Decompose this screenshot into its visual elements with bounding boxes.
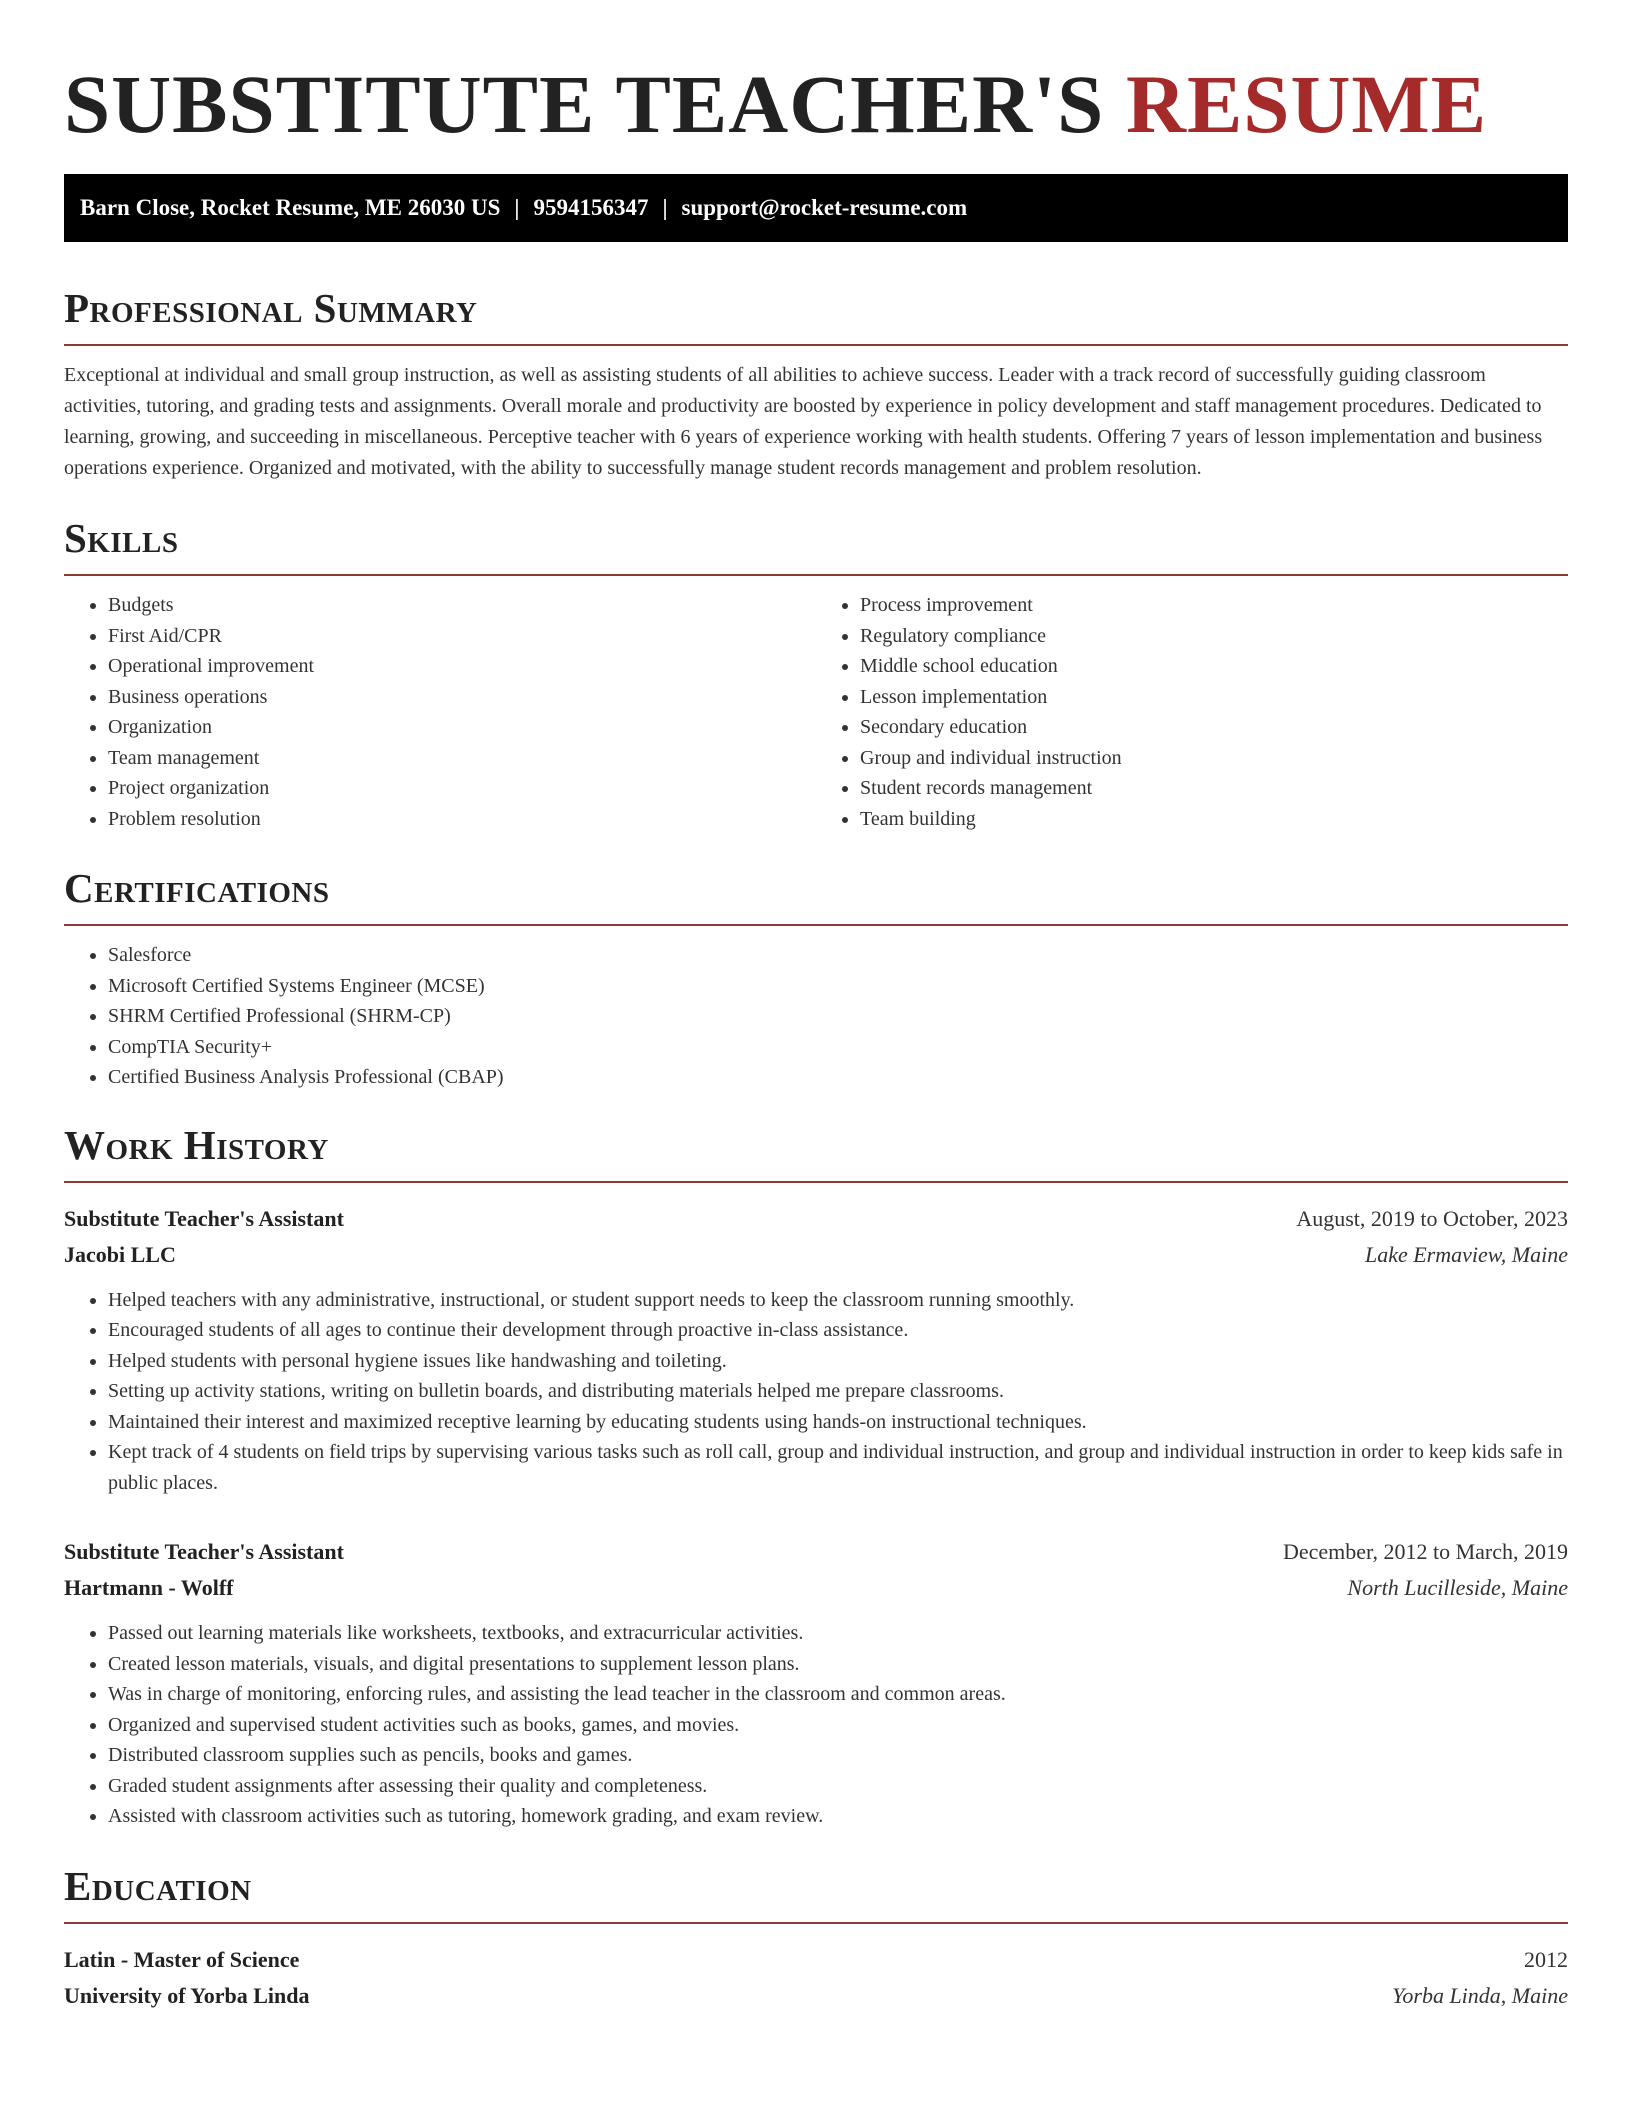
contact-bar — [64, 174, 1568, 242]
job-dates: December, 2012 to March, 2019 — [1282, 1539, 1568, 1564]
job-company: Hartmann - Wolff — [64, 1575, 234, 1600]
certification-item: • SHRM Certified Professional (SHRM-CP) — [108, 1001, 1568, 1032]
skill-item: • Lesson implementation — [860, 682, 1568, 713]
contact-separator: | — [514, 195, 520, 220]
contact-email[interactable]: support@rocket-resume.com — [681, 195, 968, 220]
job-duty-item: • Setting up activity stations, writing on bulletin boards, and distributing materials helped me prepare classrooms. — [108, 1376, 1568, 1407]
job-company: Jacobi LLC — [64, 1241, 176, 1267]
job-duty-item: • Distributed classroom supplies such as pencils, books and games. — [108, 1740, 1568, 1771]
skill-item: • Secondary education — [860, 712, 1568, 743]
resume-title — [64, 0, 1568, 150]
certification-item: • Certified Business Analysis Professional (CBAP) — [108, 1062, 1568, 1093]
skill-item: • Student records management — [860, 773, 1568, 804]
education-degree-row — [64, 1942, 1568, 1978]
job-title-row — [64, 1201, 1568, 1237]
education-location: Yorba Linda, Maine — [1392, 1982, 1568, 2008]
job-duty-item: • Organized and supervised student activities such as books, games, and movies. — [108, 1710, 1568, 1741]
skill-item: • First Aid/CPR — [108, 621, 816, 652]
skills-columns — [64, 576, 1568, 834]
skill-item: • Operational improvement — [108, 651, 816, 682]
education-school-row — [64, 1978, 1568, 2014]
job-duty-item: • Helped teachers with any administrative, instructional, or student support needs to keep the classroom running smoothly. — [108, 1285, 1568, 1316]
job-duty-item: • Kept track of 4 students on field trips by supervising various tasks such as roll call, group and individual instruction, and group and individual instruction in order to keep kids safe in public places. — [108, 1437, 1568, 1498]
education-year: 2012 — [1524, 1946, 1568, 1972]
skill-item: • Organization — [108, 712, 816, 743]
job-title-row — [64, 1534, 1568, 1570]
certifications-list — [64, 940, 1568, 1093]
section-heading-work-history: Work History — [64, 1121, 1568, 1183]
education-section — [64, 1862, 1568, 2014]
job-duty-item: • Created lesson materials, visuals, and digital presentations to supplement lesson plans. — [108, 1649, 1568, 1680]
title-main: SUBSTITUTE TEACHER'S — [64, 58, 1105, 150]
skill-item: • Regulatory compliance — [860, 621, 1568, 652]
job-entry — [64, 1201, 1568, 1499]
section-heading-certifications: Certifications — [64, 864, 1568, 926]
job-duty-item: • Helped students with personal hygiene issues like handwashing and toileting. — [108, 1346, 1568, 1377]
job-duty-item: • Assisted with classroom activities such as tutoring, homework grading, and exam review. — [108, 1801, 1568, 1832]
skills-section — [64, 514, 1568, 834]
skills-list-right — [816, 590, 1568, 834]
skill-item: • Problem resolution — [108, 804, 816, 835]
contact-separator: | — [662, 195, 668, 220]
job-duties-list — [64, 1285, 1568, 1499]
education-entry — [64, 1942, 1568, 2014]
skill-item: • Team building — [860, 804, 1568, 835]
skill-item: • Budgets — [108, 590, 816, 621]
job-entry — [64, 1534, 1568, 1832]
education-degree: Latin - Master of Science — [64, 1946, 300, 1972]
job-location: North Lucilleside, Maine — [1347, 1575, 1568, 1600]
job-duty-item: • Maintained their interest and maximized receptive learning by educating students using hands-on instructional techniques. — [108, 1407, 1568, 1438]
job-duties-list — [64, 1618, 1568, 1832]
skill-item: • Project organization — [108, 773, 816, 804]
section-heading-education: Education — [64, 1862, 1568, 1924]
certification-item: • Salesforce — [108, 940, 1568, 971]
section-heading-skills: Skills — [64, 514, 1568, 576]
job-company-row — [64, 1570, 1568, 1606]
certifications-section — [64, 864, 1568, 1093]
resume-page — [64, 0, 1568, 2014]
job-duty-item: • Graded student assignments after assessing their quality and completeness. — [108, 1771, 1568, 1802]
certification-item: • Microsoft Certified Systems Engineer (MCSE) — [108, 971, 1568, 1002]
professional-summary-section — [64, 284, 1568, 484]
skill-item: • Middle school education — [860, 651, 1568, 682]
work-history-section — [64, 1121, 1568, 1832]
skills-list-left — [64, 590, 816, 834]
summary-text: Exceptional at individual and small group instruction, as well as assisting students of all abilities to achieve success. Leader with a track record of successfully guiding classroom activities, tutoring, and grading tests and assignments. Overall morale and productivity are boosted by experience in policy development and staff management procedures. Dedicated to learning, growing, and succeeding in miscellaneous. Perceptive teacher with 6 years of experience working with health students. Offering 7 years of lesson implementation and business operations experience. Organized and motivated, with the ability to successfully manage student records management and problem resolution. — [64, 364, 1543, 479]
title-accent: RESUME — [1126, 58, 1488, 150]
skill-item: • Process improvement — [860, 590, 1568, 621]
skill-item: • Group and individual instruction — [860, 743, 1568, 774]
job-duty-item: • Passed out learning materials like worksheets, textbooks, and extracurricular activities. — [108, 1618, 1568, 1649]
job-duty-item: • Was in charge of monitoring, enforcing rules, and assisting the lead teacher in the classroom and common areas. — [108, 1679, 1568, 1710]
education-school: University of Yorba Linda — [64, 1982, 310, 2008]
contact-address: Barn Close, Rocket Resume, ME 26030 US — [80, 195, 501, 220]
job-duty-item: • Encouraged students of all ages to continue their development through proactive in-class assistance. — [108, 1315, 1568, 1346]
skill-item: • Business operations — [108, 682, 816, 713]
certification-item: • CompTIA Security+ — [108, 1032, 1568, 1063]
job-dates: August, 2019 to October, 2023 — [1296, 1205, 1568, 1231]
job-company-row — [64, 1237, 1568, 1273]
job-title: Substitute Teacher's Assistant — [64, 1539, 344, 1564]
job-location: Lake Ermaview, Maine — [1364, 1241, 1568, 1267]
contact-phone[interactable]: 9594156347 — [533, 195, 649, 220]
job-title: Substitute Teacher's Assistant — [64, 1205, 344, 1231]
skill-item: • Team management — [108, 743, 816, 774]
section-heading-summary: Professional Summary — [64, 284, 1568, 346]
